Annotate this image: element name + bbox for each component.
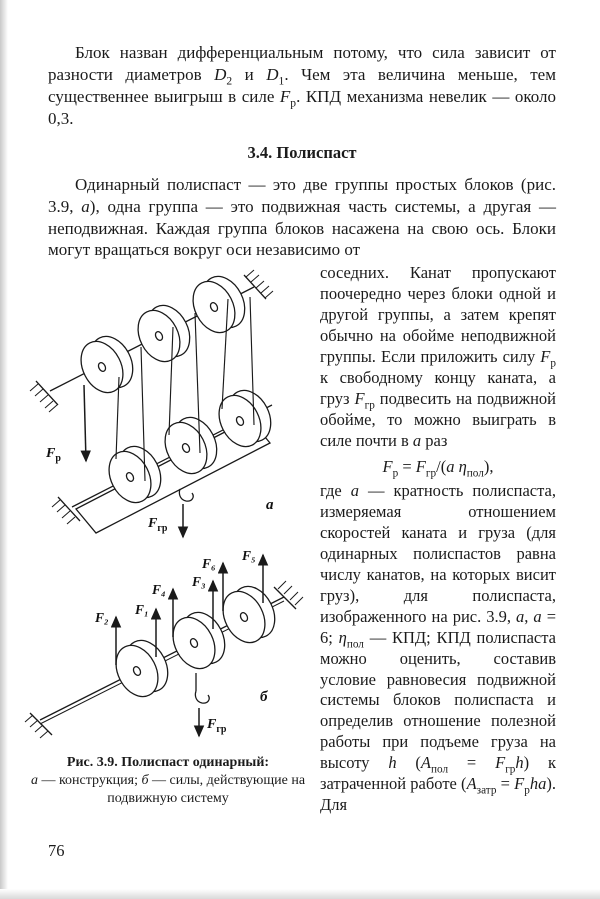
section-heading: 3.4. Полиспаст xyxy=(247,142,357,162)
force-label-f1: F₁ xyxy=(135,602,149,618)
force-label-fgr-a: $F_{гр}$ xyxy=(148,516,168,535)
diagram-b xyxy=(25,548,303,738)
paragraph-3: соседних. Канат пропускают поочередно через блоки одной и другой группы, а затем крепят обычно на обойме неподвижной группы. Если приложить силу $F_р$ к свободному концу каната, а груз $F_{гр}$ подвесить на подвижной обойме, то можно выиграть в силе почти в а раз xyxy=(320,263,556,450)
text-column xyxy=(314,263,556,816)
scan-edge-bottom xyxy=(0,889,600,899)
figure-text-row xyxy=(30,263,557,816)
wall-hatch-right-b xyxy=(274,581,303,609)
paragraph-2: Одинарный полиспаст — это две группы простых блоков (рис. 3.9, а), одна группа — это подвижная часть системы, а другая — неподвижная. Каждая группа блоков насажена на свою ось. Блоки могут вращаться вокруг оси независимо от xyxy=(48,174,556,260)
label-b: б xyxy=(260,689,268,706)
force-arrow-fp xyxy=(84,385,86,461)
force-label-f4: F₄ xyxy=(152,582,166,598)
hook-b xyxy=(195,673,209,703)
paragraph-1: Блок назван дифференциальным потому, что сила зависит от разности диаметров $D_2$ и $D_1$. Чем эта величина меньше, тем существеннее выигрыш в силе $F_р$. КПД механизма невелик — около 0,3. xyxy=(48,43,556,128)
figure-3-9 xyxy=(22,263,314,743)
pulley xyxy=(165,606,233,676)
force-label-fgr-b: $F_{гр}$ xyxy=(207,717,227,736)
force-label-f3: F₃ xyxy=(192,574,206,590)
pulley xyxy=(157,411,225,481)
figure-caption-desc: а — конструкция; б — силы, действующие на подвижную систему xyxy=(30,773,306,807)
wall-hatch-bottom-left xyxy=(52,497,80,524)
figure-column xyxy=(22,263,314,816)
pulleys-lower xyxy=(101,384,279,510)
figure-caption xyxy=(22,754,314,808)
figure-caption-title: Рис. 3.9. Полиспаст одинарный: xyxy=(66,755,270,771)
page-number: 76 xyxy=(48,841,65,860)
scan-edge-left xyxy=(0,0,8,899)
force-label-fp: $F_р$ xyxy=(46,446,61,465)
force-label-f2: F₂ xyxy=(95,610,109,626)
formula: $F_р = F_{гр}/(а$ $\eta_{пол}$), xyxy=(382,456,494,480)
hook xyxy=(179,489,193,501)
wall-hatch-top-right xyxy=(244,270,273,299)
wall-hatch-left-b xyxy=(25,713,52,738)
force-label-f5: F₅ xyxy=(242,548,256,564)
pulley xyxy=(130,299,198,369)
diagram-a xyxy=(30,270,279,538)
pulley xyxy=(215,580,283,650)
wall-hatch-left xyxy=(30,381,58,412)
pulley xyxy=(101,440,169,510)
paragraph-4: где а — кратность полиспаста, измеряемая отношением скоростей каната и груза (для одинарных полиспастов равна числу канатов, на которых висит груз), для полиспаста, изображенного на рис. 3.9, а, а = 6; $\eta_{пол}$ — КПД; КПД полиспаста можно оценить, составив условие равновесия подвижной системы блоков полиспаста и определив отношение полезной работы при подъеме груза на высоту h $(А_{пол} = F_{гр}h)$ к затраченной работе $(А_{затр} = F_рhа)$. Для xyxy=(320,480,557,815)
label-a: а xyxy=(266,497,274,514)
pulley xyxy=(108,634,176,704)
force-label-f6: F₆ xyxy=(202,556,216,572)
pulley xyxy=(73,330,141,400)
